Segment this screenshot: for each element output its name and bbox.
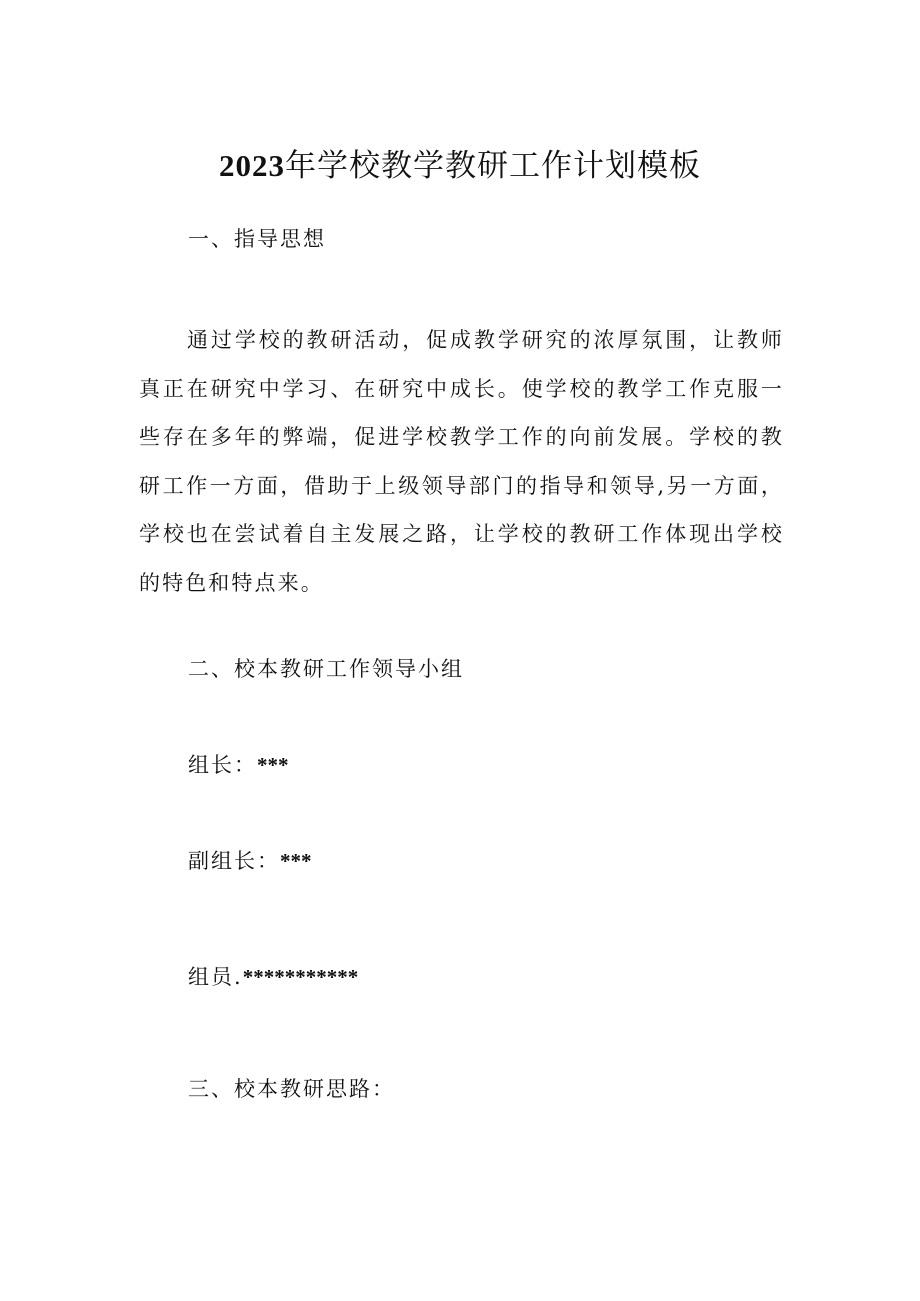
deputy-value: *** — [280, 849, 312, 873]
leader-value: *** — [257, 753, 289, 777]
section2-heading: 二、校本教研工作领导小组 — [188, 657, 464, 681]
members-line — [188, 961, 358, 991]
section1-heading: 一、指导思想 — [188, 227, 326, 251]
deputy-label: 副组长： — [188, 849, 280, 873]
title-text: 年学校教学教研工作计划模板 — [285, 148, 701, 184]
members-value: *********** — [242, 965, 359, 989]
section1-paragraph: 通过学校的教研活动，促成教学研究的浓厚氛围，让教师真正在研究中学习、在研究中成长。使学校的教学工作克服一些存在多年的弊端，促进学校教学工作的向前发展。学校的教研工作一方面，借助于上级领导部门的指导和领导,另一方面，学校也在尝试着自主发展之路，让学校的教研工作体现出学校的特色和特点来。 — [139, 328, 784, 595]
leader-line — [188, 749, 289, 779]
deputy-line — [188, 845, 312, 875]
members-label: 组员. — [188, 965, 243, 989]
leader-label: 组长： — [188, 753, 257, 777]
title-year: 2023 — [219, 148, 285, 183]
page-title — [0, 140, 920, 185]
section3-heading: 三、校本教研思路： — [188, 1077, 395, 1101]
